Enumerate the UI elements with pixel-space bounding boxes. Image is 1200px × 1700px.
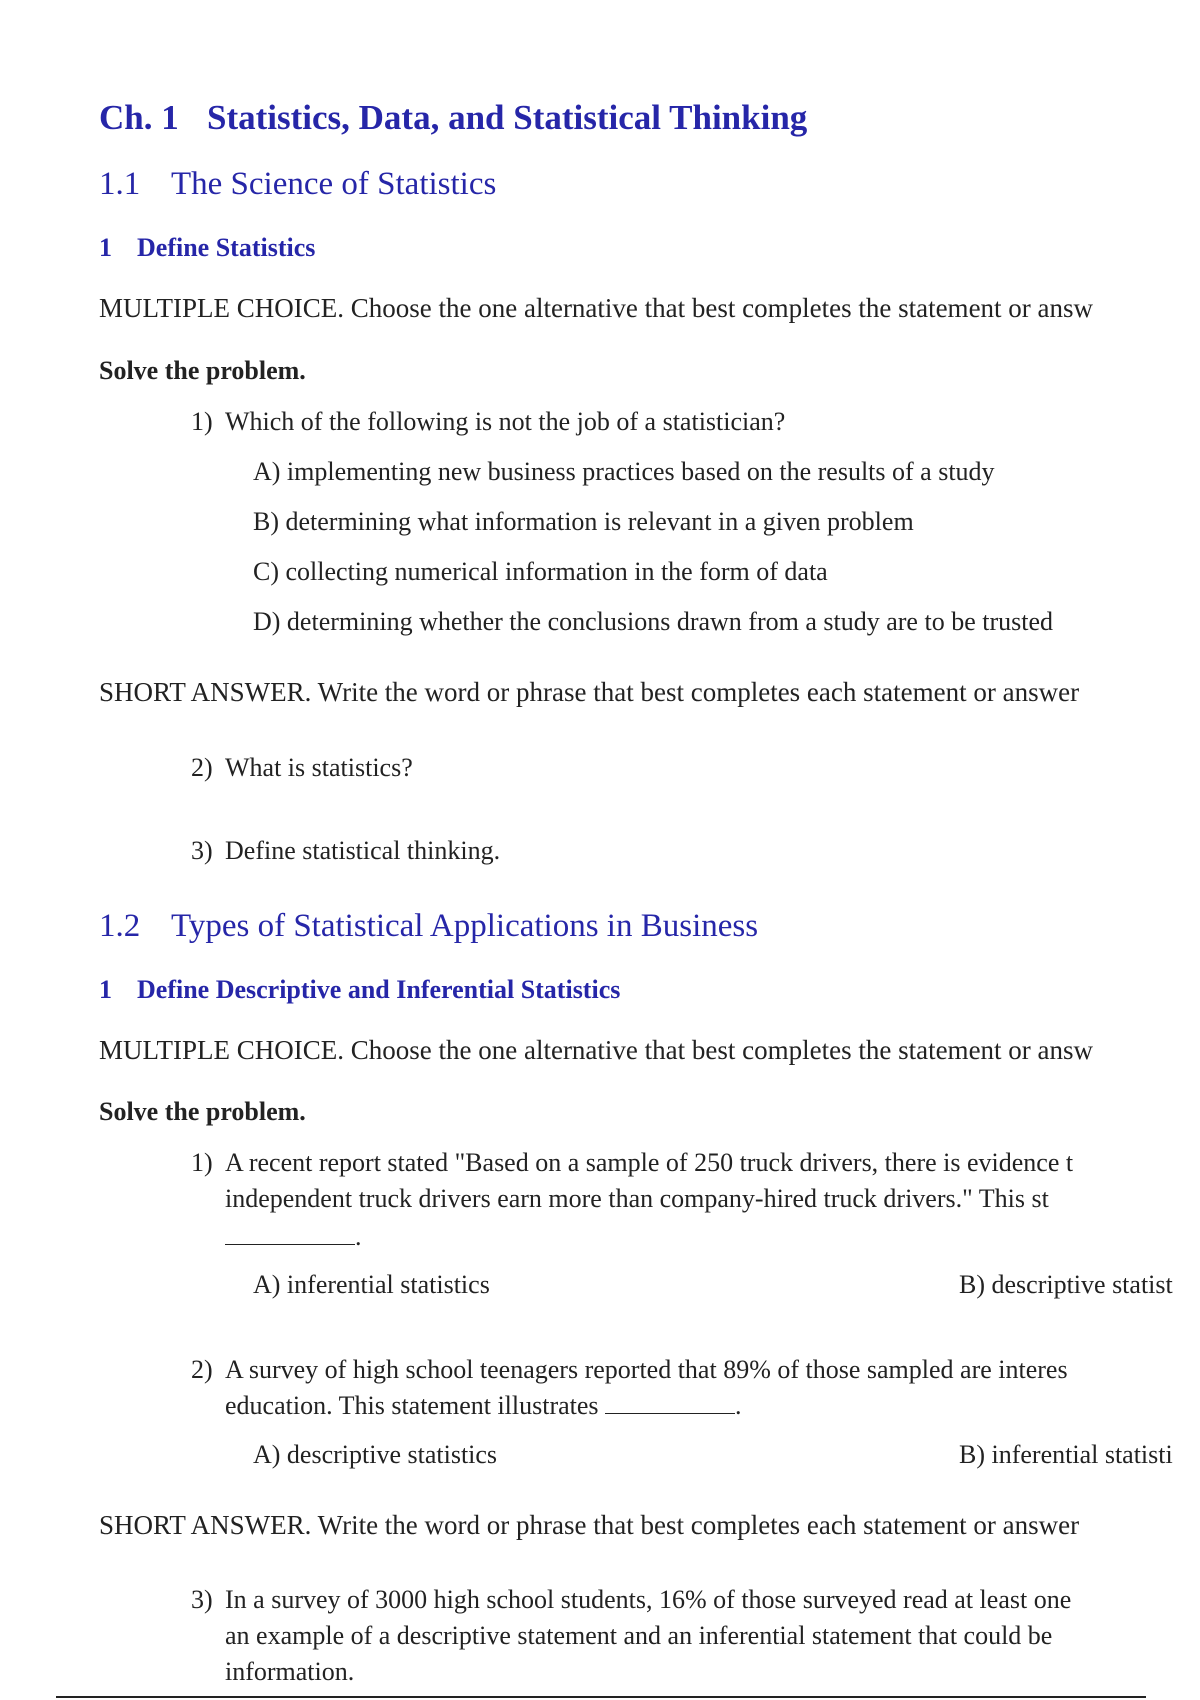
question-number: 3) <box>191 836 213 865</box>
question-2-line-1 <box>191 1355 1068 1385</box>
section-title: Types of Statistical Applications in Business <box>171 908 759 944</box>
question-text: Which of the following is not the job of a statistician? <box>225 407 786 436</box>
question-text: What is statistics? <box>225 753 413 782</box>
option-d: D) determining whether the conclusions drawn from a study are to be trusted <box>253 607 1053 636</box>
question-number: 3) <box>191 1585 213 1614</box>
objective-heading-1-2 <box>99 975 620 1005</box>
section-number: 1.1 <box>99 166 141 202</box>
objective-number: 1 <box>99 975 112 1004</box>
question-number: 2) <box>191 753 213 782</box>
chapter-number: Ch. 1 <box>99 98 179 137</box>
option-b: B) determining what information is relevant in a given problem <box>253 507 914 536</box>
objective-title: Define Descriptive and Inferential Statistics <box>137 975 621 1004</box>
question-1 <box>191 407 785 437</box>
option-a: A) inferential statistics <box>253 1270 490 1299</box>
chapter-heading <box>99 98 807 138</box>
objective-heading-1-1 <box>99 233 315 263</box>
question-text: Define statistical thinking. <box>225 836 501 865</box>
question-text: A survey of high school teenagers reported that 89% of those sampled are interes <box>225 1355 1068 1384</box>
section-title: The Science of Statistics <box>171 166 497 202</box>
section-heading-1-2 <box>99 908 758 945</box>
section-number: 1.2 <box>99 908 141 944</box>
question-text: A recent report stated "Based on a sample of 250 truck drivers, there is evidence t <box>225 1148 1074 1177</box>
option-a: A) implementing new business practices based on the results of a study <box>253 457 995 486</box>
chapter-title: Statistics, Data, and Statistical Thinking <box>207 98 808 137</box>
sa-instructions: SHORT ANSWER. Write the word or phrase that best completes each statement or answer <box>99 677 1080 707</box>
option-b: B) descriptive statist <box>959 1270 1173 1299</box>
sa-instructions: SHORT ANSWER. Write the word or phrase that best completes each statement or answer <box>99 1510 1080 1540</box>
section-heading-1-1 <box>99 166 496 203</box>
answer-blank <box>225 1226 355 1245</box>
page-bottom-rule <box>56 1696 1146 1698</box>
question-number: 1) <box>191 1148 213 1177</box>
answer-blank <box>605 1395 735 1414</box>
question-1-line-2: independent truck drivers earn more than company-hired truck drivers." This st <box>225 1184 1049 1213</box>
question-3 <box>191 836 500 866</box>
mc-instructions: MULTIPLE CHOICE. Choose the one alternative that best completes the statement or answ <box>99 1035 1094 1065</box>
mc-instructions: MULTIPLE CHOICE. Choose the one alternative that best completes the statement or answ <box>99 293 1094 323</box>
objective-title: Define Statistics <box>137 233 316 262</box>
question-3-line-1 <box>191 1585 1071 1615</box>
question-3-line-2: an example of a descriptive statement and an inferential statement that could be <box>225 1621 1053 1650</box>
question-text: In a survey of 3000 high school students, 16% of those surveyed read at least one <box>225 1585 1072 1614</box>
solve-heading: Solve the problem. <box>99 356 306 385</box>
objective-number: 1 <box>99 233 112 262</box>
option-b: B) inferential statisti <box>959 1440 1173 1469</box>
question-number: 2) <box>191 1355 213 1384</box>
question-1-line-1 <box>191 1148 1073 1178</box>
solve-heading: Solve the problem. <box>99 1097 306 1126</box>
option-c: C) collecting numerical information in the form of data <box>253 557 828 586</box>
question-1-blank: . <box>225 1222 362 1252</box>
question-3-line-3: information. <box>225 1657 355 1686</box>
question-number: 1) <box>191 407 213 436</box>
question-2-line-2: education. This statement illustrates . <box>225 1391 742 1420</box>
question-2 <box>191 753 413 783</box>
option-a: A) descriptive statistics <box>253 1440 498 1469</box>
